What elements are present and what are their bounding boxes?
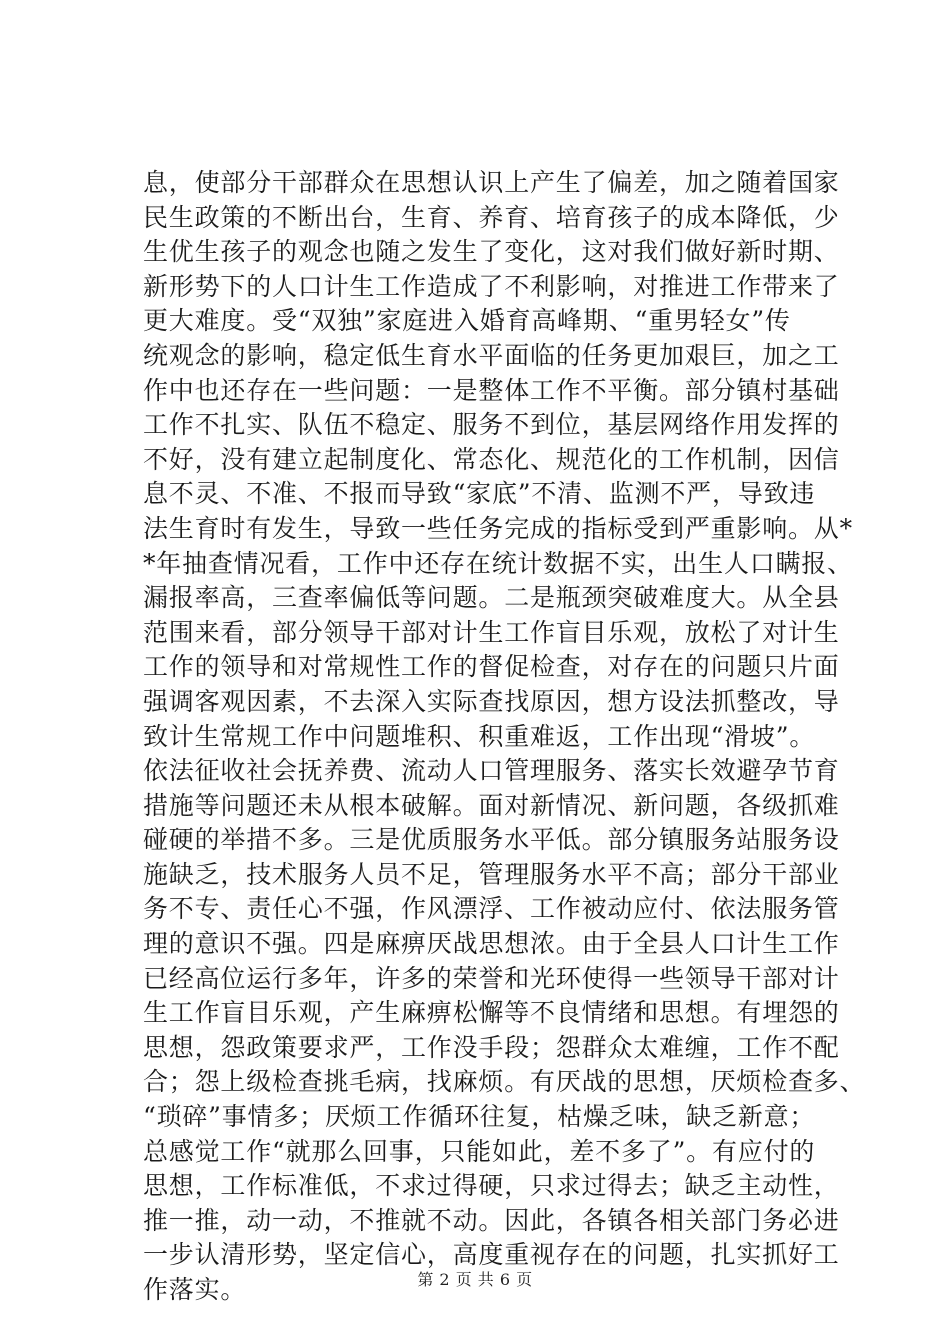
text-line: 工作的领导和对常规性工作的督促检查，对存在的问题只片面 — [143, 652, 840, 682]
text-line: 范围来看，部分领导干部对计生工作盲目乐观，放松了对计生 — [143, 617, 840, 647]
text-line: 推一推，动一动，不推就不动。因此，各镇各相关部门务必进 — [143, 1205, 840, 1235]
text-line: 强调客观因素，不去深入实际查找原因，想方设法抓整改，导 — [143, 686, 840, 716]
text-line: 已经高位运行多年，许多的荣誉和光环使得一些领导干部对计 — [143, 963, 840, 993]
text-line: 息，使部分干部群众在思想认识上产生了偏差，加之随着国家 — [143, 168, 840, 197]
text-line: 作落实。 — [143, 1275, 247, 1304]
text-line: 漏报率高，三查率偏低等问题。二是瓶颈突破难度大。从全县 — [143, 583, 840, 613]
text-line: 法生育时有发生，导致一些任务完成的指标受到严重影响。从* — [143, 513, 853, 543]
text-line: 生工作盲目乐观，产生麻痹松懈等不良情绪和思想。有埋怨的 — [143, 998, 840, 1028]
text-line: 致计生常规工作中问题堆积、积重难返，工作出现“滑坡”。 — [143, 721, 816, 751]
text-line: 工作不扎实、队伍不稳定、服务不到位，基层网络作用发挥的 — [143, 410, 840, 440]
text-line: 不好，没有建立起制度化、常态化、规范化的工作机制，因信 — [143, 444, 840, 474]
text-line: 息不灵、不准、不报而导致“家底”不清、监测不严，导致违 — [143, 479, 816, 509]
text-line: 作中也还存在一些问题：一是整体工作不平衡。部分镇村基础 — [143, 375, 840, 405]
text-line: 理的意识不强。四是麻痹厌战思想浓。由于全县人口计生工作 — [143, 929, 840, 959]
text-line: 生优生孩子的观念也随之发生了变化，这对我们做好新时期、 — [143, 237, 840, 267]
text-line: 思想，怨政策要求严，工作没手段；怨群众太难缠，工作不配 — [143, 1032, 840, 1062]
text-line: “琐碎”事情多；厌烦工作循环往复，枯燥乏味，缺乏新意； — [143, 1102, 816, 1132]
text-line: 合；怨上级检查挑毛病，找麻烦。有厌战的思想，厌烦检查多、 — [143, 1067, 866, 1097]
text-line: *年抽查情况看，工作中还存在统计数据不实，出生人口瞒报、 — [143, 548, 853, 578]
text-line: 民生政策的不断出台，生育、养育、培育孩子的成本降低，少 — [143, 202, 840, 232]
text-line: 施缺乏，技术服务人员不足，管理服务水平不高；部分干部业 — [143, 859, 840, 889]
text-line: 一步认清形势，坚定信心，高度重视存在的问题，扎实抓好工 — [143, 1240, 840, 1270]
text-line: 思想，工作标准低，不求过得硬，只求过得去；缺乏主动性， — [143, 1171, 840, 1201]
body-paragraph — [143, 166, 866, 1308]
text-line: 依法征收社会抚养费、流动人口管理服务、落实长效避孕节育 — [143, 756, 840, 786]
text-line: 新形势下的人口计生工作造成了不利影响，对推进工作带来了 — [143, 271, 840, 301]
text-line: 统观念的影响，稳定低生育水平面临的任务更加艰巨，加之工 — [143, 340, 840, 370]
text-line: 总感觉工作“就那么回事，只能如此，差不多了”。有应付的 — [143, 1136, 816, 1166]
text-line: 更大难度。受“双独”家庭进入婚育高峰期、“重男轻女”传 — [143, 306, 791, 336]
text-line: 务不专、责任心不强，作风漂浮、工作被动应付、依法服务管 — [143, 894, 840, 924]
text-line: 措施等问题还未从根本破解。面对新情况、新问题，各级抓难 — [143, 790, 840, 820]
text-line: 碰硬的举措不多。三是优质服务水平低。部分镇服务站服务设 — [143, 825, 840, 855]
page-number-footer: 第 2 页 共 6 页 — [417, 1270, 533, 1289]
